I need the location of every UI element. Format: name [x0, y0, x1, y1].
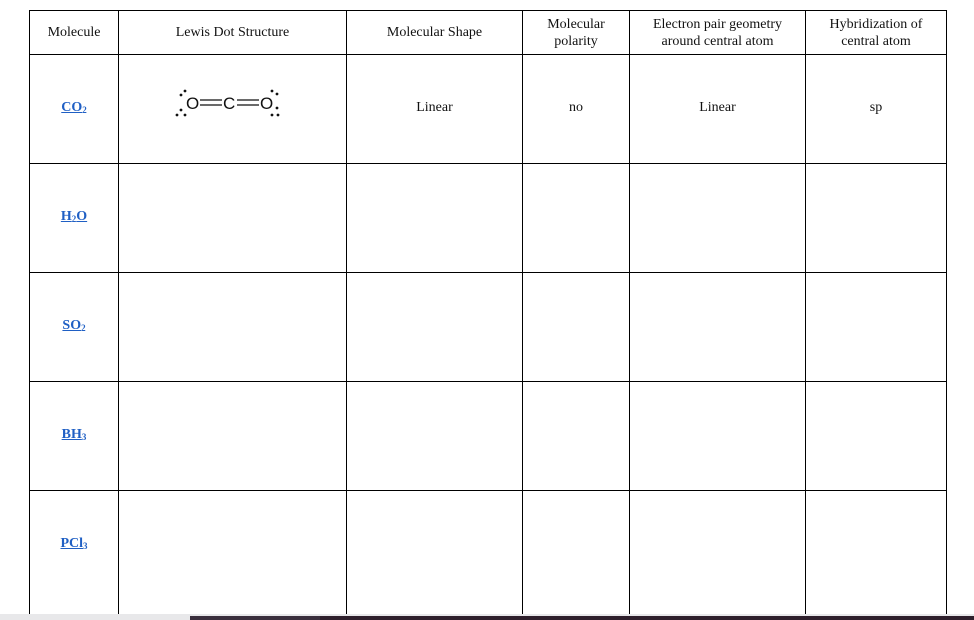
shape-cell[interactable]	[347, 382, 523, 491]
geometry-cell[interactable]	[630, 273, 806, 382]
polarity-cell[interactable]	[523, 273, 630, 382]
polarity-cell[interactable]	[523, 164, 630, 273]
molecule-cell	[30, 382, 119, 491]
header-molecule: Molecule	[30, 11, 119, 55]
polarity-cell[interactable]	[523, 491, 630, 620]
header-electron-pair-geometry: Electron pair geometry around central atom	[630, 11, 806, 55]
molecule-table	[29, 10, 947, 620]
shape-cell[interactable]	[347, 491, 523, 620]
lewis-atom-c: C	[222, 94, 235, 113]
lewis-structure-cell[interactable]	[119, 382, 347, 491]
molecule-cell	[30, 491, 119, 620]
header-hybridization: Hybridization of central atom	[806, 11, 947, 55]
molecule-link-h2o[interactable]: $H_2O$	[60, 209, 88, 224]
shape-cell[interactable]	[347, 164, 523, 273]
geometry-cell[interactable]	[630, 382, 806, 491]
table-row	[30, 491, 947, 620]
table-row	[30, 55, 947, 164]
bottom-scrollbar[interactable]	[0, 614, 974, 620]
lewis-structure-cell	[119, 55, 347, 164]
table-row	[30, 164, 947, 273]
lewis-structure-co2	[168, 85, 298, 121]
header-molecular-shape: Molecular Shape	[347, 11, 523, 55]
geometry-cell[interactable]	[630, 164, 806, 273]
hybridization-cell: sp	[806, 55, 947, 164]
lewis-atom-o-right: O	[259, 94, 273, 113]
table-row	[30, 382, 947, 491]
table-header-row	[30, 11, 947, 55]
polarity-cell[interactable]	[523, 382, 630, 491]
hybridization-cell[interactable]	[806, 491, 947, 620]
header-molecular-polarity: Molecular polarity	[523, 11, 630, 55]
molecule-link-pcl3[interactable]: PCl$_3$	[60, 536, 88, 551]
hybridization-cell[interactable]	[806, 164, 947, 273]
geometry-cell[interactable]	[630, 491, 806, 620]
scrollbar-track-fill	[320, 616, 974, 620]
header-lewis-dot-structure: Lewis Dot Structure	[119, 11, 347, 55]
molecule-cell	[30, 164, 119, 273]
polarity-cell: no	[523, 55, 630, 164]
molecule-link-so2[interactable]: $SO_2$	[62, 318, 86, 333]
hybridization-cell[interactable]	[806, 273, 947, 382]
scrollbar-thumb[interactable]	[190, 616, 320, 620]
molecule-cell	[30, 55, 119, 164]
lewis-structure-cell[interactable]	[119, 491, 347, 620]
hybridization-cell[interactable]	[806, 382, 947, 491]
lewis-structure-cell[interactable]	[119, 164, 347, 273]
molecule-link-bh3[interactable]: $BH_3$	[61, 427, 87, 442]
table-row	[30, 273, 947, 382]
molecule-link-co2[interactable]: $CO_2$	[61, 100, 87, 115]
shape-cell[interactable]	[347, 273, 523, 382]
shape-cell: Linear	[347, 55, 523, 164]
lewis-structure-cell[interactable]	[119, 273, 347, 382]
lewis-atom-o-left: O	[185, 94, 199, 113]
molecule-cell	[30, 273, 119, 382]
geometry-cell: Linear	[630, 55, 806, 164]
